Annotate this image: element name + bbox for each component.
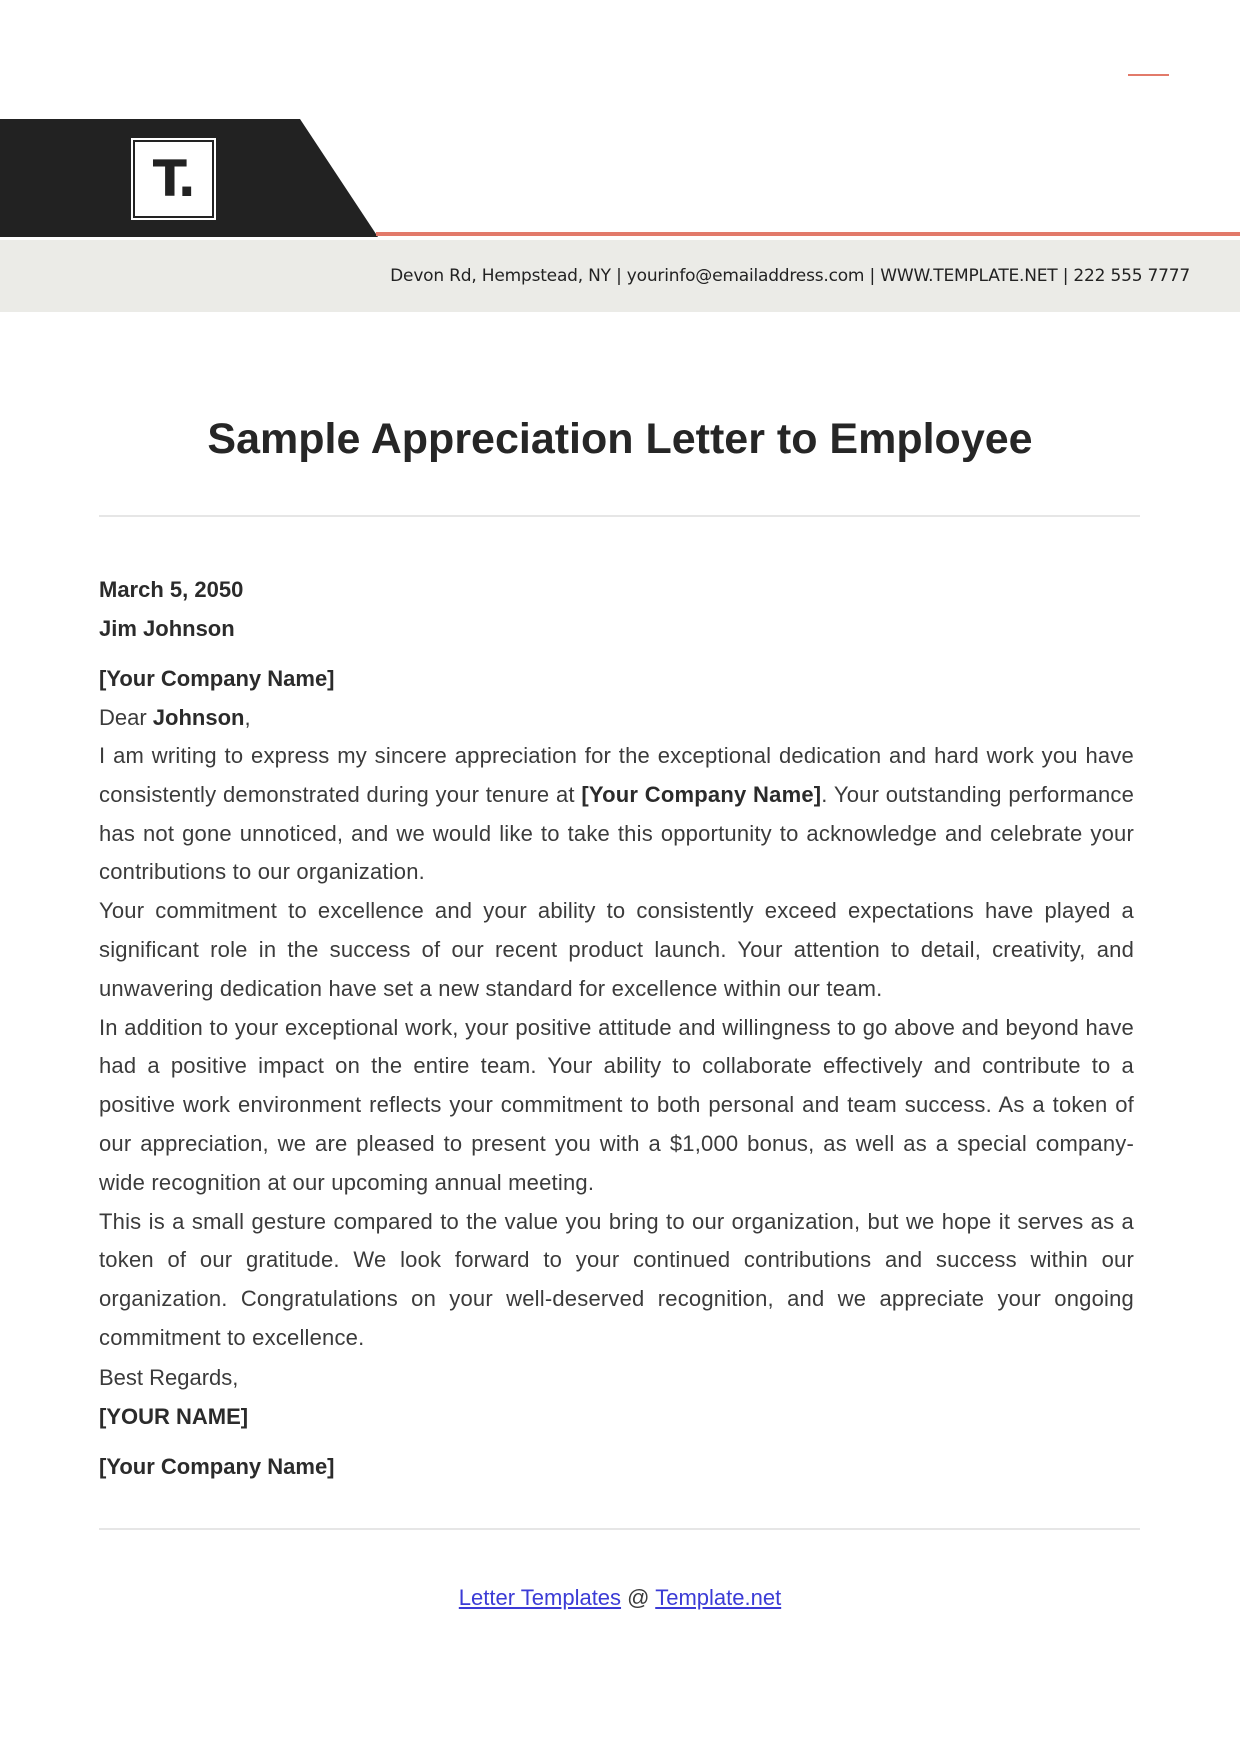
footer — [0, 1585, 1240, 1611]
paragraph-1-part-2: . Your outstanding performance has not gone unnoticed, and we would like to take this opportunity to acknowledge and celebrate your contributions to our organization. — [99, 781, 1135, 885]
title-divider — [99, 515, 1140, 517]
company-logo — [133, 140, 214, 218]
recipient-name: Jim Johnson — [99, 616, 235, 641]
signer-name: [YOUR NAME] — [99, 1403, 249, 1429]
accent-dash — [1128, 74, 1169, 76]
footer-separator: @ — [621, 1585, 656, 1610]
template-net-link[interactable]: Template.net — [655, 1585, 782, 1610]
paragraph-2: Your commitment to excellence and your ability to consistently exceed expectations have played a significant role in the success of our recent product launch. Your attention to detail, creativity, and unwavering dedication have set a new standard for excellence within our team. — [99, 898, 1134, 1001]
header-accent-line — [376, 232, 1240, 236]
letter-templates-link[interactable]: Letter Templates — [458, 1585, 622, 1610]
letter-date: March 5, 2050 — [99, 577, 244, 602]
recipient-company: [Your Company Name] — [99, 666, 335, 691]
paragraph-1-company: [Your Company Name] — [581, 781, 822, 807]
signer-company: [Your Company Name] — [99, 1453, 335, 1479]
paragraph-4: This is a small gesture compared to the value you bring to our organization, but we hope it serves as a token of our gratitude. We look forward to your continued contributions and success within our organization. Congratulations on your well-deserved recognition, and we appreciate your ongoing commitment to excellence. — [99, 1208, 1134, 1350]
page-title: Sample Appreciation Letter to Employee — [207, 415, 1033, 463]
contact-info: Devon Rd, Hempstead, NY | yourinfo@emailaddress.com | WWW.TEMPLATE.NET | 222 555 7777 — [390, 266, 1190, 286]
letter-body — [99, 570, 1134, 1486]
salutation-suffix: , — [244, 705, 251, 730]
paragraph-3: In addition to your exceptional work, your positive attitude and willingness to go above and beyond have had a positive impact on the entire team. Your ability to collaborate effectively and contribute to a positive work environment reflects your commitment to both personal and team success. As a token of our appreciation, we are pleased to present you with a $1,000 bonus, as well as a special company-wide recognition at our upcoming annual meeting. — [99, 1014, 1134, 1195]
salutation — [99, 698, 1134, 737]
paragraph-1-part-1: I am writing to express my sincere appreciation for the exceptional dedication and hard work you have consistently demonstrated during your tenure at — [99, 743, 1134, 807]
closing: Best Regards, — [99, 1364, 239, 1390]
logo-text: T. — [152, 150, 195, 208]
salutation-name: Johnson — [152, 705, 245, 730]
salutation-prefix: Dear — [99, 705, 153, 730]
paragraph-1 — [99, 737, 1134, 892]
footer-divider — [99, 1528, 1140, 1530]
